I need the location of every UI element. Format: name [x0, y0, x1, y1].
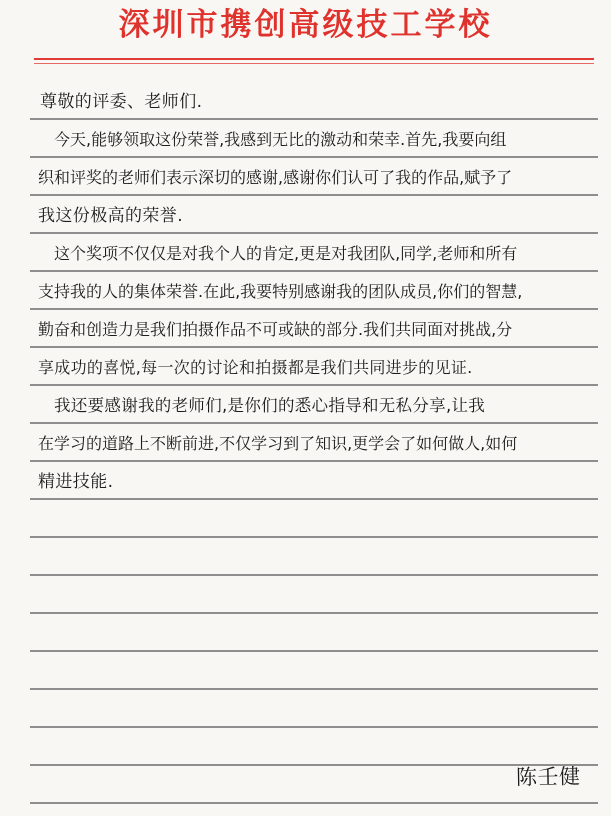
- letter-line: 精进技能.: [38, 472, 114, 492]
- handwritten-signature: 陈壬健: [515, 764, 581, 790]
- letter-line: 我还要感谢我的老师们,是你们的悉心指导和无私分享,让我: [54, 396, 486, 415]
- school-letterhead-title: 深圳市携创高级技工学校: [118, 7, 493, 43]
- letter-line: 享成功的喜悦,每一次的讨论和拍摄都是我们共同进步的见证.: [38, 358, 473, 377]
- letter-line: 这个奖项不仅仅是对我个人的肯定,更是对我团队,同学,老师和所有: [54, 244, 518, 263]
- letter-line: 织和评奖的老师们表示深切的感谢,感谢你们认可了我的作品,赋予了: [38, 168, 513, 187]
- letter-line: 我这份极高的荣誉.: [38, 206, 184, 226]
- letter-line: 在学习的道路上不断前进,不仅学习到了知识,更学会了如何做人,如何: [38, 434, 518, 453]
- letter-line: 支持我的人的集体荣誉.在此,我要特别感谢我的团队成员,你们的智慧,: [38, 282, 523, 301]
- letter-line-salutation: 尊敬的评委、老师们.: [40, 92, 203, 112]
- letter-line: 今天,能够领取这份荣誉,我感到无比的激动和荣幸.首先,我要向组: [54, 130, 507, 149]
- letter-line: 勤奋和创造力是我们拍摄作品不可或缺的部分.我们共同面对挑战,分: [38, 320, 513, 339]
